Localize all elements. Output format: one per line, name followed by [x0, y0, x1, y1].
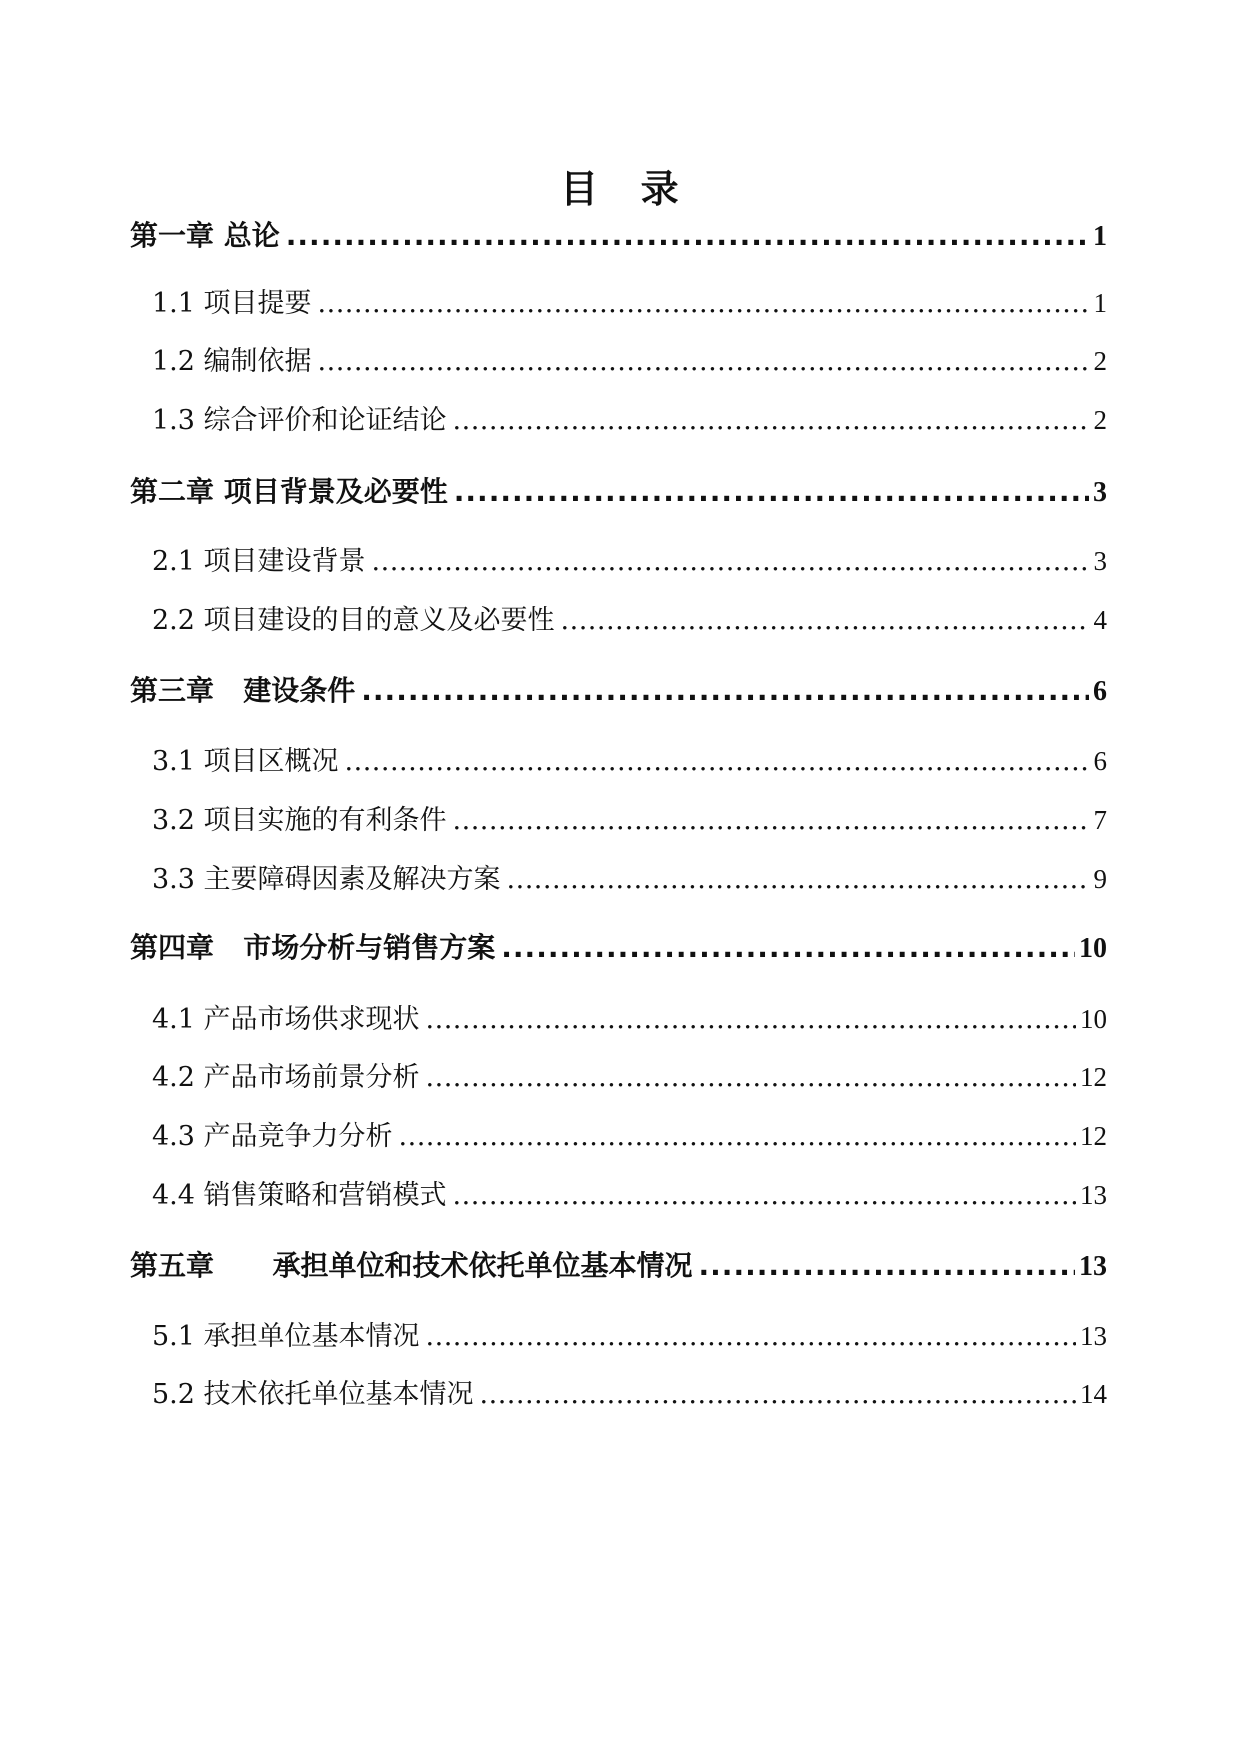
dot-leader — [318, 342, 1090, 382]
page-number: 7 — [1093, 805, 1107, 835]
page-number: 13 — [1080, 1180, 1107, 1210]
toc-entry-label — [130, 928, 495, 968]
dot-leader — [480, 1375, 1076, 1415]
page-number: 4 — [1093, 605, 1107, 635]
toc-section-entry[interactable] — [152, 600, 1107, 640]
toc-entry-label: 4.1 产品市场供求现状 — [152, 1004, 420, 1035]
page-number: 6 — [1093, 746, 1107, 776]
page-number: 1 — [1093, 288, 1107, 318]
dot-leader — [361, 671, 1089, 711]
dot-leader — [426, 1000, 1076, 1040]
chapter-title: 项目背景及必要性 — [223, 475, 448, 508]
toc-entry-label: 3.2 项目实施的有利条件 — [152, 805, 447, 836]
toc-section-entry[interactable] — [152, 1374, 1107, 1414]
dot-leader — [318, 284, 1090, 324]
toc-entry-label: 3.1 项目区概况 — [152, 746, 339, 777]
dot-leader — [453, 1176, 1076, 1216]
toc-chapter-entry[interactable] — [130, 671, 1107, 711]
chapter-gap — [214, 671, 243, 711]
page-number: 13 — [1079, 1251, 1107, 1282]
toc-section-entry[interactable] — [152, 741, 1107, 781]
toc-entry-label: 3.3 主要障碍因素及解决方案 — [152, 864, 501, 895]
toc-entry-label: 5.1 承担单位基本情况 — [152, 1321, 420, 1352]
toc-entry-label — [130, 1246, 693, 1286]
dot-leader — [372, 542, 1090, 582]
chapter-gap — [214, 472, 224, 512]
chapter-number: 第三章 — [130, 674, 215, 707]
toc-entry-label — [130, 216, 280, 256]
toc-entry-label — [130, 671, 355, 711]
chapter-title: 市场分析与销售方案 — [243, 931, 496, 964]
page-number: 12 — [1080, 1121, 1107, 1151]
page-number: 14 — [1080, 1379, 1107, 1409]
dot-leader — [453, 801, 1090, 841]
page-number: 3 — [1093, 477, 1107, 508]
chapter-gap — [214, 928, 243, 968]
chapter-number: 第二章 — [130, 475, 215, 508]
dot-leader — [454, 472, 1089, 512]
toc-section-entry[interactable] — [152, 859, 1107, 899]
toc-section-entry[interactable] — [152, 800, 1107, 840]
toc-section-entry[interactable] — [152, 541, 1107, 581]
chapter-number: 第五章 — [130, 1249, 215, 1282]
chapter-gap — [214, 216, 224, 256]
dot-leader — [286, 216, 1089, 256]
page-number: 2 — [1093, 346, 1107, 376]
dot-leader — [561, 601, 1090, 641]
dot-leader — [345, 742, 1090, 782]
toc-title: 目 录 — [560, 167, 681, 211]
dot-leader — [501, 928, 1075, 968]
chapter-number: 第四章 — [130, 931, 215, 964]
toc-section-entry[interactable] — [152, 341, 1107, 381]
toc-entry-label: 1.1 项目提要 — [152, 288, 312, 319]
page-number: 6 — [1093, 676, 1107, 707]
toc-entry-label: 1.3 综合评价和论证结论 — [152, 405, 447, 436]
page-number: 9 — [1093, 864, 1107, 894]
toc-section-entry[interactable] — [152, 1057, 1107, 1097]
chapter-title: 承担单位和技术依托单位基本情况 — [272, 1249, 693, 1282]
toc-entry-label: 1.2 编制依据 — [152, 346, 312, 377]
toc-entry-label: 4.2 产品市场前景分析 — [152, 1062, 420, 1093]
toc-chapter-entry[interactable] — [130, 472, 1107, 512]
page-number: 1 — [1093, 221, 1107, 252]
toc-entry-label — [130, 472, 448, 512]
chapter-title: 总论 — [223, 219, 280, 252]
toc-chapter-entry[interactable] — [130, 216, 1107, 256]
chapter-title: 建设条件 — [243, 674, 356, 707]
toc-section-entry[interactable] — [152, 999, 1107, 1039]
toc-entry-label: 4.3 产品竞争力分析 — [152, 1121, 393, 1152]
dot-leader — [426, 1317, 1076, 1357]
toc-section-entry[interactable] — [152, 1175, 1107, 1215]
dot-leader — [426, 1058, 1076, 1098]
toc-entry-label: 5.2 技术依托单位基本情况 — [152, 1379, 474, 1410]
toc-entry-label: 4.4 销售策略和营销模式 — [152, 1180, 447, 1211]
dot-leader — [399, 1117, 1076, 1157]
toc-chapter-entry[interactable] — [130, 1246, 1107, 1286]
chapter-gap — [214, 1246, 273, 1286]
chapter-number: 第一章 — [130, 219, 215, 252]
page-number: 10 — [1080, 1004, 1107, 1034]
toc-section-entry[interactable] — [152, 1316, 1107, 1356]
toc-section-entry[interactable] — [152, 1116, 1107, 1156]
dot-leader — [507, 860, 1090, 900]
toc-entry-label: 2.1 项目建设背景 — [152, 546, 366, 577]
page-number: 3 — [1093, 546, 1107, 576]
toc-section-entry[interactable] — [152, 400, 1107, 440]
dot-leader — [453, 401, 1090, 441]
page-number: 13 — [1080, 1321, 1107, 1351]
toc-section-entry[interactable] — [152, 283, 1107, 323]
page-number: 10 — [1079, 933, 1107, 964]
dot-leader — [699, 1246, 1075, 1286]
toc-entry-label: 2.2 项目建设的目的意义及必要性 — [152, 605, 555, 636]
page-number: 2 — [1093, 405, 1107, 435]
toc-chapter-entry[interactable] — [130, 928, 1107, 968]
page-number: 12 — [1080, 1062, 1107, 1092]
